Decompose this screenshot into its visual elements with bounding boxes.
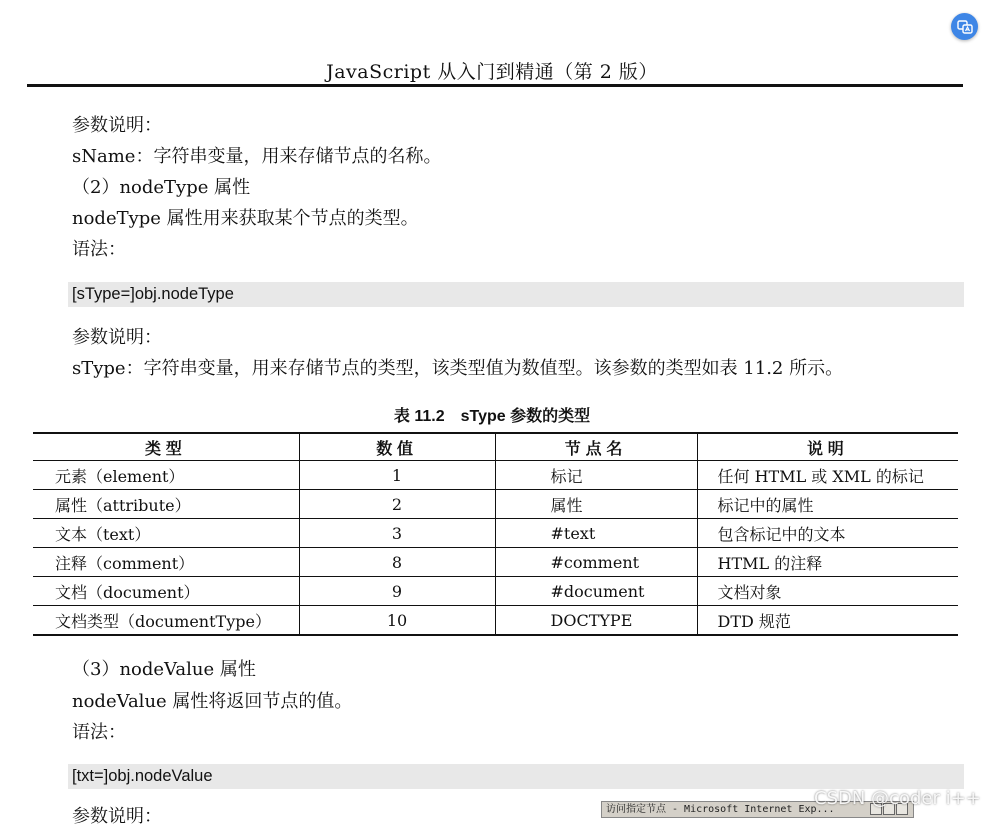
table-cell: 任何 HTML 或 XML 的标记 <box>697 461 958 490</box>
paragraph: 语法： <box>72 239 126 260</box>
paragraph: sType：字符串变量，用来存储节点的类型，该类型值为数值型。该参数的类型如表 11.2 所示。 <box>72 358 844 379</box>
table-cell: #comment <box>495 548 697 577</box>
table-cell: 10 <box>299 606 495 636</box>
page-header-title: JavaScript 从入门到精通（第 2 版） <box>326 61 658 83</box>
table-cell: 9 <box>299 577 495 606</box>
table-cell: 文档（document） <box>33 577 299 606</box>
table-row <box>33 461 958 490</box>
table-cell: 1 <box>299 461 495 490</box>
section-heading: （2）nodeType 属性 <box>72 177 251 198</box>
table-row <box>33 577 958 606</box>
table-cell: 标记中的属性 <box>697 490 958 519</box>
table-cell: 8 <box>299 548 495 577</box>
translate-icon <box>957 19 973 35</box>
table-cell: 属性 <box>495 490 697 519</box>
table-row <box>33 490 958 519</box>
paragraph: 语法： <box>72 722 126 743</box>
table-cell: 注释（comment） <box>33 548 299 577</box>
table-row <box>33 548 958 577</box>
table-cell: DTD 规范 <box>697 606 958 636</box>
table-cell: 标记 <box>495 461 697 490</box>
section-heading: （3）nodeValue 属性 <box>72 659 256 680</box>
table-cell: 包含标记中的文本 <box>697 519 958 548</box>
table-row <box>33 606 958 636</box>
paragraph: nodeValue 属性将返回节点的值。 <box>72 691 353 712</box>
table-row <box>33 519 958 548</box>
column-header: 类型 <box>33 433 299 461</box>
paragraph: 参数说明： <box>72 327 162 348</box>
code-block: [sType=]obj.nodeType <box>68 282 964 307</box>
translate-button[interactable] <box>951 13 978 40</box>
table-cell: DOCTYPE <box>495 606 697 636</box>
table-cell: 2 <box>299 490 495 519</box>
table-caption: 表 11.2 sType 参数的类型 <box>393 408 591 425</box>
column-header: 数值 <box>299 433 495 461</box>
column-header: 说明 <box>697 433 958 461</box>
table-cell: 属性（attribute） <box>33 490 299 519</box>
table-cell: #text <box>495 519 697 548</box>
thumbnail-title: 访问指定节点 - Microsoft Internet Exp... <box>606 804 835 815</box>
paragraph: 参数说明： <box>72 806 162 827</box>
paragraph: sName：字符串变量，用来存储节点的名称。 <box>72 146 442 167</box>
stype-table <box>33 432 958 636</box>
table-cell: HTML 的注释 <box>697 548 958 577</box>
table-cell: 文档对象 <box>697 577 958 606</box>
table-cell: 文档类型（documentType） <box>33 606 299 636</box>
table-header-row <box>33 433 958 461</box>
header-rule <box>27 84 963 87</box>
paragraph: 参数说明： <box>72 115 162 136</box>
table-cell: 文本（text） <box>33 519 299 548</box>
table-cell: 3 <box>299 519 495 548</box>
code-block: [txt=]obj.nodeValue <box>68 764 964 789</box>
table-cell: #document <box>495 577 697 606</box>
paragraph: nodeType 属性用来获取某个节点的类型。 <box>72 208 419 229</box>
table-cell: 元素（element） <box>33 461 299 490</box>
column-header: 节点名 <box>495 433 697 461</box>
watermark: CSDN @coder i++ <box>814 788 981 809</box>
